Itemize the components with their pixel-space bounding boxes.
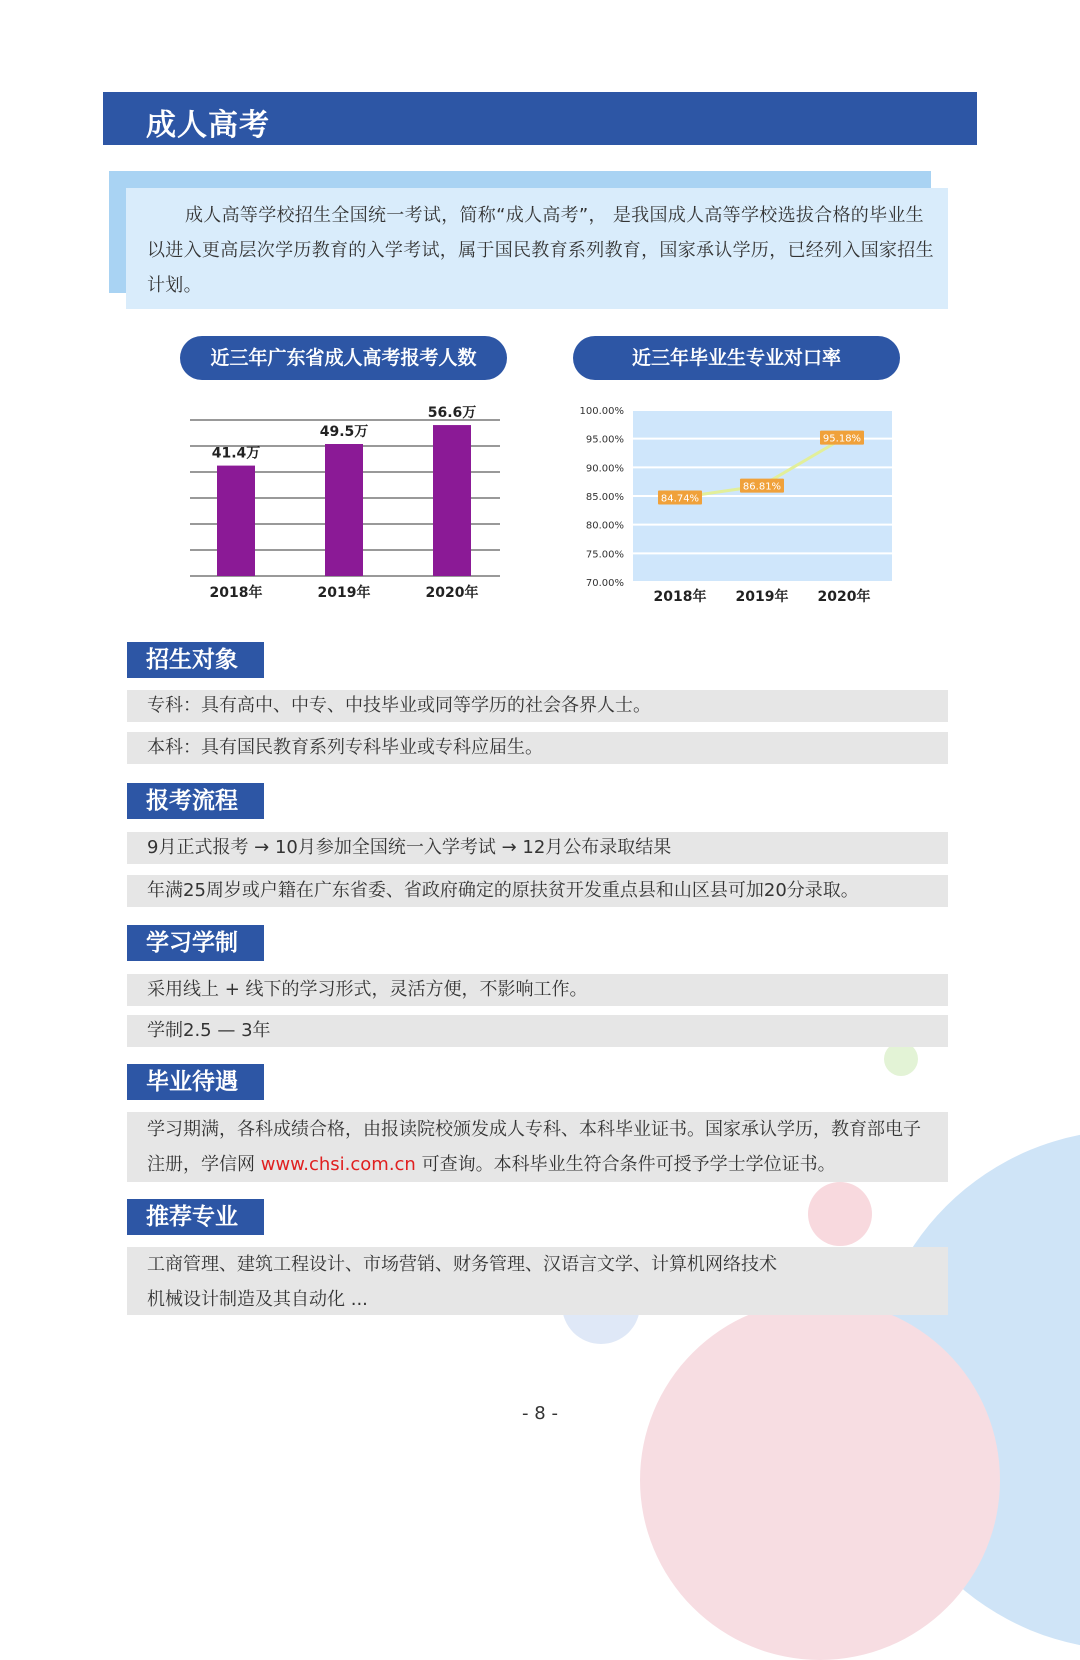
target-row-bachelor: 本科：具有国民教育系列专科毕业或专科应届生。 [127, 732, 948, 764]
line-y-tick-label: 80.00% [585, 520, 624, 532]
section-title-majors: 推荐专业 [127, 1199, 264, 1235]
line-chart-title: 近三年毕业生专业对口率 [573, 336, 900, 380]
majors-line-1: 工商管理、建筑工程设计、市场营销、财务管理、汉语言文学、计算机网络技术 [147, 1254, 777, 1275]
section-title-graduation: 毕业待遇 [127, 1064, 264, 1100]
section-title-study: 学习学制 [127, 925, 264, 961]
section-title-process: 报考流程 [127, 783, 264, 819]
majors-line-2: 机械设计制造及其自动化 ... [147, 1289, 368, 1310]
chsi-link[interactable]: www.chsi.com.cn [260, 1154, 416, 1175]
bar-chart-title: 近三年广东省成人高考报考人数 [180, 336, 507, 380]
line-x-tick-label: 2019年 [735, 589, 789, 605]
line-y-tick-label: 90.00% [585, 463, 624, 475]
graduation-row [127, 1112, 948, 1182]
process-row-bonus: 年满25周岁或户籍在广东省委、省政府确定的原扶贫开发重点县和山区县可加20分录取。 [127, 875, 948, 907]
line-data-label: 84.74% [660, 493, 700, 505]
bar-x-tick-label: 2019年 [317, 585, 371, 601]
bar [217, 466, 255, 576]
line-y-tick-label: 70.00% [585, 578, 624, 589]
bar-x-tick-label: 2018年 [209, 585, 263, 601]
study-row-format: 采用线上 + 线下的学习形式，灵活方便，不影响工作。 [127, 974, 948, 1006]
bar-data-label: 41.4万 [211, 445, 261, 462]
decorative-dot-green [884, 1042, 918, 1076]
line-data-label: 95.18% [822, 433, 862, 445]
study-row-duration: 学制2.5 — 3年 [127, 1015, 948, 1047]
decorative-dot-pink [808, 1182, 872, 1246]
bar-data-label: 56.6万 [427, 405, 477, 422]
graduation-text-before: 学习期满，各科成绩合格，由报读院校颁发成人专科、本科毕业证书。国家承认学历，教育部电子注册，学信网 [147, 1119, 921, 1175]
bar [325, 444, 363, 576]
line-chart [570, 398, 910, 612]
graduation-text-after: 可查询。本科毕业生符合条件可授予学士学位证书。 [415, 1154, 836, 1175]
majors-row [127, 1247, 948, 1315]
line-y-tick-label: 75.00% [585, 549, 624, 561]
bar [433, 425, 471, 576]
target-row-specialist: 专科：具有高中、中专、中技毕业或同等学历的社会各界人士。 [127, 690, 948, 722]
decorative-circle-pink [640, 1300, 1000, 1660]
intro-text: 成人高等学校招生全国统一考试，简称“成人高考”， 是我国成人高等学校选拔合格的毕业生以进入更高层次学历教育的入学考试，属于国民教育系列教育，国家承认学历，已经列入国家招生计划。 [147, 205, 934, 296]
process-row-timeline: 9月正式报考 → 10月参加全国统一入学考试 → 12月公布录取结果 [127, 832, 948, 864]
bar-chart [180, 390, 510, 610]
section-title-target: 招生对象 [127, 642, 264, 678]
line-data-label: 86.81% [742, 481, 782, 493]
page-title: 成人高考 [146, 108, 270, 143]
line-y-tick-label: 100.00% [579, 406, 624, 417]
intro-box [126, 188, 948, 309]
line-x-tick-label: 2018年 [653, 589, 707, 605]
line-y-tick-label: 95.00% [585, 434, 624, 446]
line-x-tick-label: 2020年 [817, 589, 871, 605]
bar-data-label: 49.5万 [319, 424, 369, 440]
line-y-tick-label: 85.00% [585, 492, 624, 503]
page-number: - 8 - [522, 1403, 558, 1424]
bar-x-tick-label: 2020年 [425, 585, 479, 601]
page-header [103, 92, 977, 145]
